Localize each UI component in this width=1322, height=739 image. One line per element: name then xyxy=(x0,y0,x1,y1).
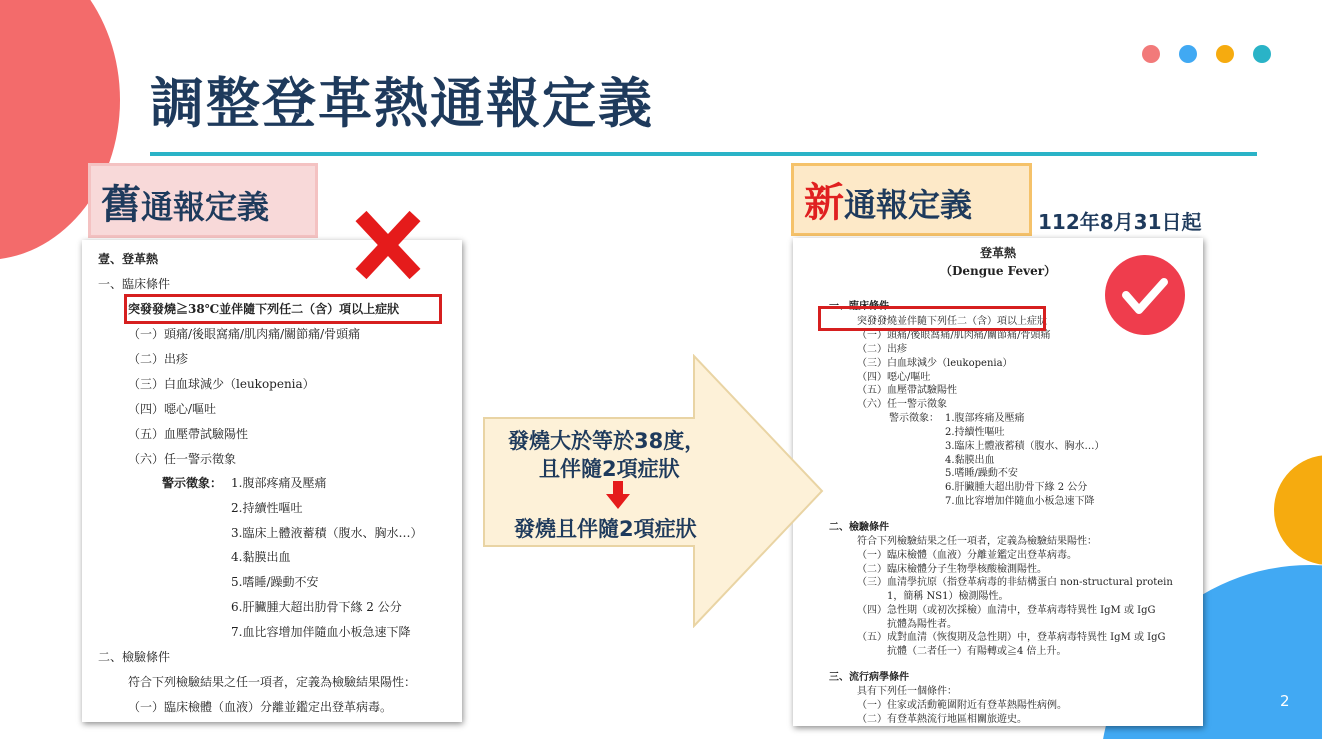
new-doc-lab-item: （三）血清學抗原（指登革病毒的非結構蛋白 non-structural protein xyxy=(857,577,1173,588)
old-definition-label xyxy=(88,163,318,238)
new-doc-section3: 三、流行病學條件 xyxy=(829,672,909,683)
new-doc-warning: 2.持續性嘔吐 xyxy=(945,427,1005,438)
new-doc-symptom: （四）噁心/嘔吐 xyxy=(857,372,931,383)
slide-title: 調整登革熱通報定義 xyxy=(150,72,654,135)
new-doc-lab-item: （四）急性期（或初次採檢）血清中，登革病毒特異性 IgM 或 IgG xyxy=(857,605,1156,616)
new-doc-criterion: 突發發燒並伴隨下列任二（含）項以上症狀 xyxy=(857,316,1047,327)
new-doc-lab-item: 抗體（二者任一）有陽轉或≧4 倍上升。 xyxy=(887,646,1067,657)
page-number: 2 xyxy=(1280,692,1290,710)
decor-circle-orange xyxy=(1274,455,1322,565)
decor-dot-red xyxy=(1142,45,1160,63)
new-doc-lab-item: （二）臨床檢體分子生物學核酸檢測陽性。 xyxy=(857,564,1047,575)
down-arrow-icon xyxy=(606,481,630,509)
new-doc-warning-label: 警示徵象： xyxy=(889,413,939,424)
arrow-text-old: 發燒大於等於38度， xyxy=(508,429,706,453)
new-doc-warning: 7.血比容增加伴隨血小板急速下降 xyxy=(945,496,1095,507)
new-doc-lab-item: 1，簡稱 NS1）檢測陽性。 xyxy=(887,591,1009,602)
new-doc-epi-item: （二）有登革熱流行地區相關旅遊史。 xyxy=(857,714,1027,725)
old-doc-symptom: （三）白血球減少（leukopenia） xyxy=(128,377,315,391)
new-doc-symptom: （三）白血球減少（leukopenia） xyxy=(857,358,1013,369)
old-doc-lab-intro: 符合下列檢驗結果之任一項者，定義為檢驗結果陽性： xyxy=(128,675,417,689)
new-doc-symptom: （六）任一警示徵象 xyxy=(857,399,947,410)
new-doc-epi-item: （一）住家或活動範圍附近有登革熱陽性病例。 xyxy=(857,700,1067,711)
old-doc-section2: 二、檢驗條件 xyxy=(98,650,171,664)
new-doc-symptom: （一）頭痛/後眼窩痛/肌肉痛/關節痛/骨頭痛 xyxy=(857,330,1051,341)
cross-icon xyxy=(355,210,421,280)
old-doc-symptom: （二）出疹 xyxy=(128,352,189,366)
new-doc-lab-intro: 符合下列檢驗結果之任一項者，定義為檢驗結果陽性： xyxy=(857,536,1097,547)
arrow-text-new: 發燒且伴隨2項症狀 xyxy=(514,517,697,541)
new-doc-section1: 一、臨床條件 xyxy=(829,301,889,312)
old-doc-warning-label: 警示徵象： xyxy=(162,476,223,490)
effective-date: 112年8月31日起 xyxy=(1038,210,1202,234)
old-criterion-highlight xyxy=(124,294,442,324)
new-doc-symptom: （五）血壓帶試驗陽性 xyxy=(857,385,957,396)
old-doc-warning: 7.血比容增加伴隨血小板急速下降 xyxy=(231,625,411,639)
old-doc-warning: 5.嗜睡/躁動不安 xyxy=(231,575,319,589)
old-label-char: 舊 xyxy=(101,182,141,228)
new-doc-warning: 1.腹部疼痛及壓痛 xyxy=(945,413,1025,424)
old-doc-warning: 1.腹部疼痛及壓痛 xyxy=(231,476,327,490)
new-doc-title: 登革熱 xyxy=(979,246,1016,260)
new-criterion-highlight xyxy=(818,306,1046,331)
new-label-char: 新 xyxy=(804,180,844,226)
new-doc-section2: 二、檢驗條件 xyxy=(829,522,889,533)
old-doc-section1: 一、臨床條件 xyxy=(98,277,171,291)
new-doc-lab-item: （一）臨床檢體（血液）分離並鑑定出登革病毒。 xyxy=(857,550,1077,561)
new-doc-epi-intro: 具有下列任一個條件： xyxy=(857,686,957,697)
new-doc-warning: 5.嗜睡/躁動不安 xyxy=(945,468,1018,479)
old-doc-warning: 2.持續性嘔吐 xyxy=(231,501,303,515)
old-doc-heading: 壹、登革熱 xyxy=(98,252,159,266)
arrow-text-old-2: 且伴隨2項症狀 xyxy=(539,457,680,481)
new-doc-warning: 6.肝臟腫大超出肋骨下緣 2 公分 xyxy=(945,482,1088,493)
new-doc-lab-item: 抗體為陽性者。 xyxy=(887,619,957,630)
new-doc-warning: 3.臨床上體液蓄積（腹水、胸水…） xyxy=(945,441,1105,452)
decor-dot-orange xyxy=(1216,45,1234,63)
new-label-text: 通報定義 xyxy=(844,186,973,224)
old-doc-symptom: （四）噁心/嘔吐 xyxy=(128,402,217,416)
old-doc-warning: 3.臨床上體液蓄積（腹水、胸水…） xyxy=(231,526,423,540)
new-doc-warning: 4.黏膜出血 xyxy=(945,455,995,466)
new-doc-symptom: （二）出疹 xyxy=(857,344,907,355)
old-doc-symptom: （一）頭痛/後眼窩痛/肌肉痛/關節痛/骨頭痛 xyxy=(128,327,361,341)
old-doc-warning: 6.肝臟腫大超出肋骨下緣 2 公分 xyxy=(231,600,402,614)
old-label-text: 通報定義 xyxy=(141,188,270,226)
comparison-arrow xyxy=(482,354,824,628)
check-icon xyxy=(1104,254,1186,336)
old-doc-criterion: 突發發燒≧38℃並伴隨下列任二（含）項以上症狀 xyxy=(128,302,400,316)
new-doc-subtitle: （Dengue Fever） xyxy=(939,264,1057,278)
old-doc-symptom: （六）任一警示徵象 xyxy=(128,452,237,466)
new-definition-label xyxy=(791,163,1032,236)
old-doc-warning: 4.黏膜出血 xyxy=(231,550,291,564)
old-doc-symptom: （五）血壓帶試驗陽性 xyxy=(128,427,249,441)
decor-dot-teal xyxy=(1253,45,1271,63)
new-doc-lab-item: （五）成對血清（恢復期及急性期）中，登革病毒特異性 IgM 或 IgG xyxy=(857,632,1166,643)
old-doc-lab-item: （一）臨床檢體（血液）分離並鑑定出登革病毒。 xyxy=(128,700,393,714)
decor-dot-blue xyxy=(1179,45,1197,63)
title-divider xyxy=(150,152,1257,156)
